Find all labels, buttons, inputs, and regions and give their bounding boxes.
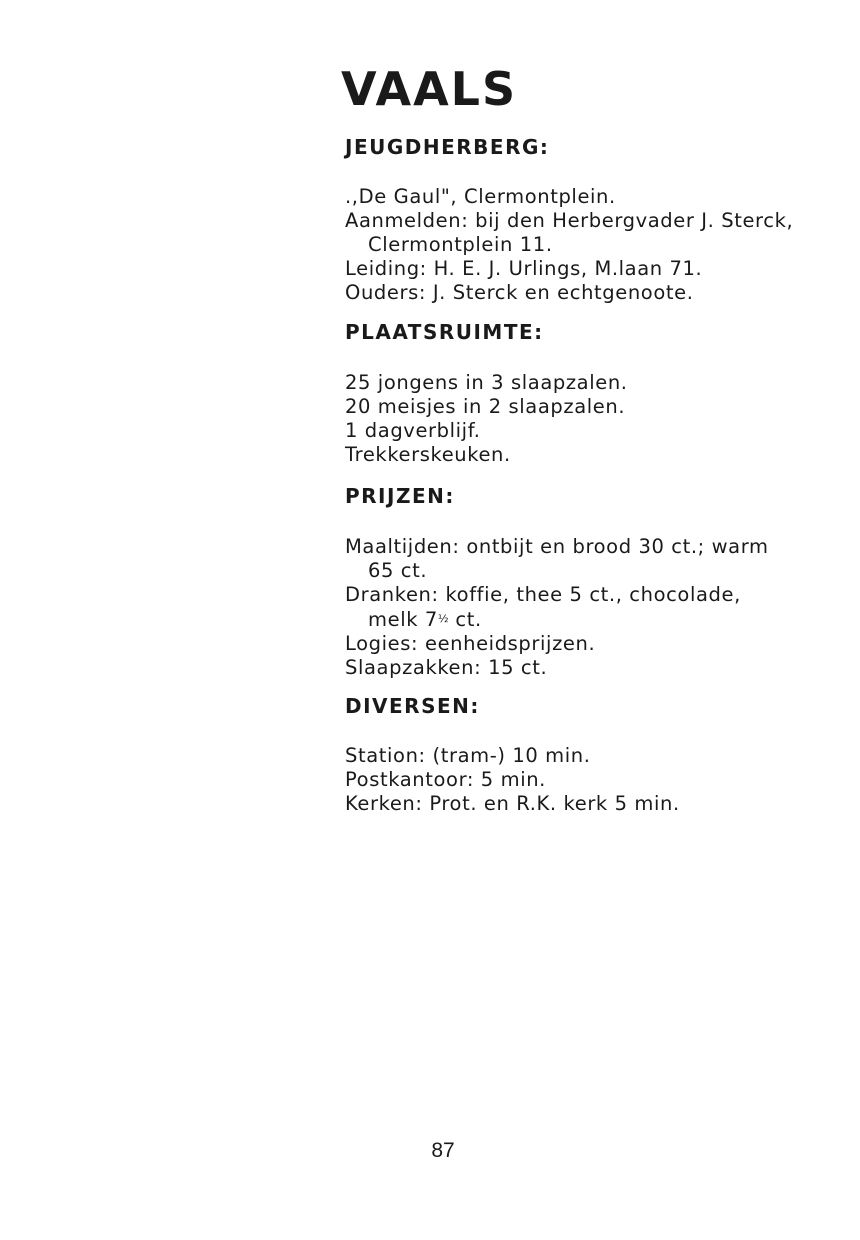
registration-line: Aanmelden: bij den Herbergvader J. Sterck, — [345, 209, 794, 232]
section-heading: PRIJZEN: — [345, 484, 455, 508]
section-body — [345, 744, 815, 816]
section-prijzen — [345, 484, 815, 680]
section-diversen — [345, 694, 815, 816]
station-distance-line: Station: (tram-) 10 min. — [345, 744, 591, 767]
wardens-line: Ouders: J. Sterck en echtgenoote. — [345, 281, 694, 304]
section-body — [345, 185, 815, 305]
section-heading: PLAATSRUIMTE: — [345, 320, 544, 344]
churches-distance-line: Kerken: Prot. en R.K. kerk 5 min. — [345, 792, 680, 815]
kitchen-line: Trekkerskeuken. — [345, 443, 511, 466]
management-line: Leiding: H. E. J. Urlings, M.laan 71. — [345, 257, 703, 280]
section-jeugdherberg — [345, 135, 815, 305]
capacity-boys-line: 25 jongens in 3 slaapzalen. — [345, 371, 628, 394]
meals-price-line: Maaltijden: ontbijt en brood 30 ct.; warm — [345, 535, 769, 558]
registration-address-line: Clermontplein 11. — [368, 233, 553, 256]
page-number: 87 — [431, 1139, 455, 1162]
milk-price-unit: ct. — [455, 608, 482, 631]
capacity-girls-line: 20 meisjes in 2 slaapzalen. — [345, 395, 626, 418]
hostel-name-line: .,De Gaul", Clermontplein. — [345, 185, 616, 208]
drinks-price-line: Dranken: koffie, thee 5 ct., chocolade, — [345, 583, 741, 606]
section-body — [345, 535, 815, 680]
section-heading: JEUGDHERBERG: — [345, 135, 550, 159]
half-fraction: ½ — [437, 612, 449, 625]
milk-price-prefix: melk 7 — [368, 608, 438, 631]
post-office-distance-line: Postkantoor: 5 min. — [345, 768, 546, 791]
section-heading: DIVERSEN: — [345, 694, 480, 718]
lodging-price-line: Logies: eenheidsprijzen. — [345, 632, 596, 655]
page-title: VAALS — [341, 62, 518, 116]
sleeping-bag-price-line: Slaapzakken: 15 ct. — [345, 656, 548, 679]
section-body — [345, 371, 815, 467]
section-plaatsruimte — [345, 320, 815, 467]
day-room-line: 1 dagverblijf. — [345, 419, 481, 442]
milk-price-line — [345, 607, 815, 632]
meals-price-continued-line: 65 ct. — [368, 559, 428, 582]
